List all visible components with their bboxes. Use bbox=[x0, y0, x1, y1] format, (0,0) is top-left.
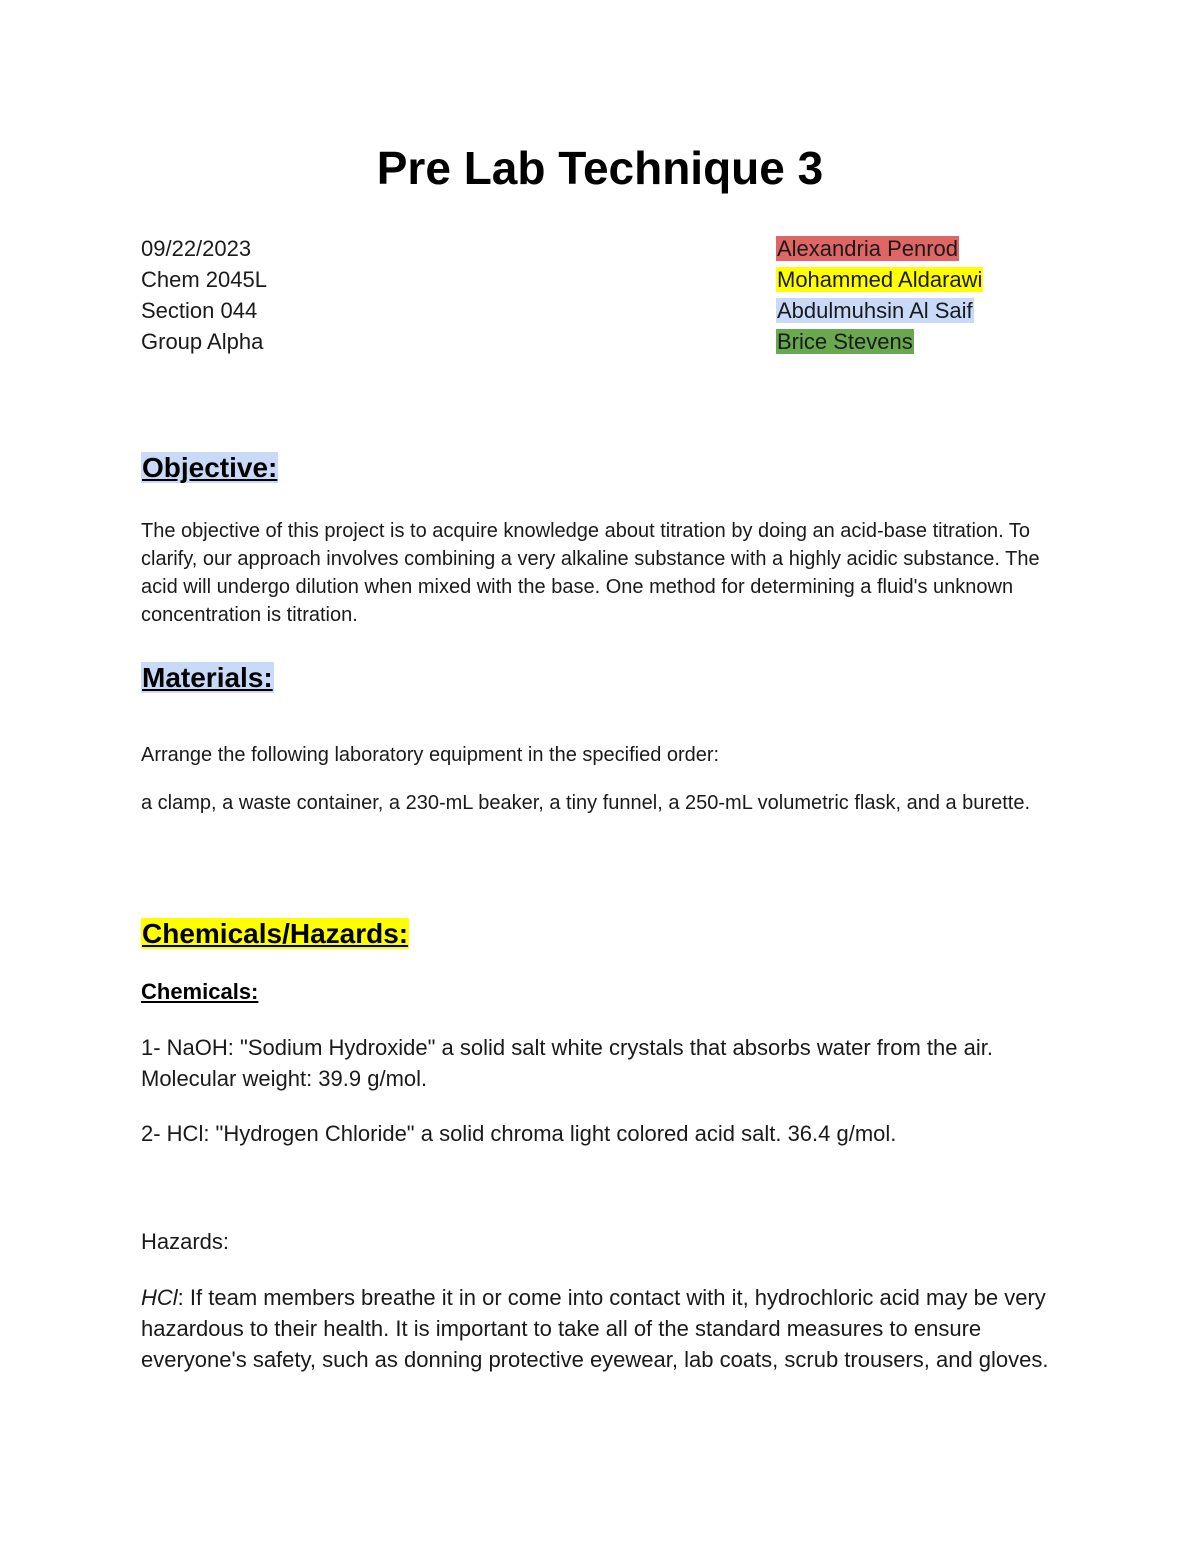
materials-heading-text: Materials: bbox=[142, 662, 273, 693]
member-name: Abdulmuhsin Al Saif bbox=[777, 298, 973, 323]
materials-intro: Arrange the following laboratory equipment in the specified order: bbox=[141, 744, 720, 766]
meta-block bbox=[141, 233, 267, 357]
member-name: Brice Stevens bbox=[777, 329, 913, 354]
page-title: Pre Lab Technique 3 bbox=[376, 142, 824, 194]
hazards-subheading: Hazards: bbox=[141, 1229, 230, 1254]
materials-list: a clamp, a waste container, a 230-mL beaker, a tiny funnel, a 250-mL volumetric flask, and a burette. bbox=[141, 792, 1031, 814]
meta-date: 09/22/2023 bbox=[141, 236, 252, 261]
materials-heading bbox=[141, 660, 274, 696]
chemicals-hazards-heading bbox=[141, 916, 409, 952]
members-block bbox=[776, 233, 983, 357]
hazard-hcl-label: HCl bbox=[141, 1285, 178, 1310]
objective-heading bbox=[141, 450, 278, 486]
meta-group: Group Alpha bbox=[141, 329, 264, 354]
member-name: Mohammed Aldarawi bbox=[777, 267, 983, 292]
member-name: Alexandria Penrod bbox=[777, 236, 959, 261]
meta-course: Chem 2045L bbox=[141, 267, 267, 292]
meta-section: Section 044 bbox=[141, 298, 258, 323]
hazard-hcl-text: : If team members breathe it in or come into contact with it, hydrochloric acid may be very hazardous to their health. It is important to take all of the standard measures to ensure everyone's safety, such as donning protective eyewear, lab coats, scrub trousers, and gloves. bbox=[141, 1285, 1049, 1372]
objective-heading-text: Objective: bbox=[142, 452, 278, 483]
chemicals-hazards-heading-text: Chemicals/Hazards: bbox=[142, 918, 409, 949]
hazard-hcl bbox=[141, 1282, 1071, 1375]
objective-text: The objective of this project is to acquire knowledge about titration by doing an acid-base titration. To clarify, our approach involves combining a very alkaline substance with a highly acidic substance. The acid will undergo dilution when mixed with the base. One method for determining a fluid's unknown concentration is titration. bbox=[141, 520, 1040, 626]
chemicals-subheading: Chemicals: bbox=[141, 979, 259, 1004]
chemical-naoh: 1- NaOH: "Sodium Hydroxide" a solid salt white crystals that absorbs water from the air. Molecular weight: 39.9 g/mol. bbox=[141, 1035, 993, 1091]
chemical-hcl: 2- HCl: "Hydrogen Chloride" a solid chroma light colored acid salt. 36.4 g/mol. bbox=[141, 1121, 897, 1146]
